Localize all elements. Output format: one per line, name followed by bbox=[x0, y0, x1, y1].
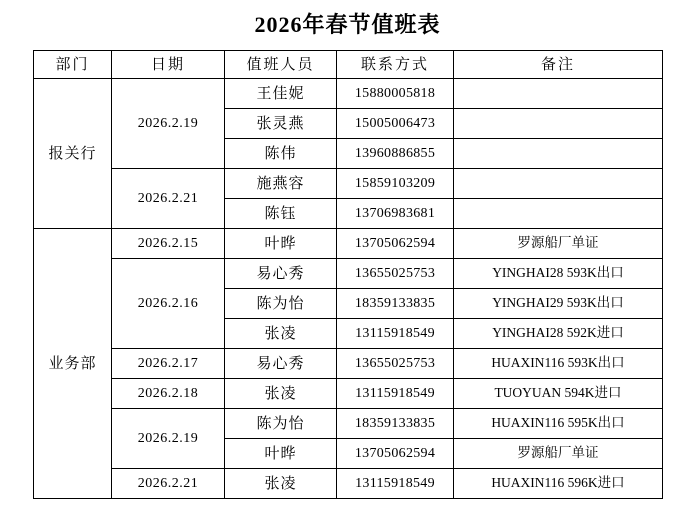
cell-remarks: TUOYUAN 594K进口 bbox=[454, 379, 663, 409]
cell-remarks bbox=[454, 139, 663, 169]
table-row bbox=[34, 409, 663, 439]
cell-remarks: YINGHAI28 593K出口 bbox=[454, 259, 663, 289]
cell-contact: 13706983681 bbox=[337, 199, 454, 229]
cell-date: 2026.2.16 bbox=[112, 259, 225, 349]
cell-contact: 15005006473 bbox=[337, 109, 454, 139]
cell-date: 2026.2.18 bbox=[112, 379, 225, 409]
cell-duty-staff: 易心秀 bbox=[225, 349, 337, 379]
cell-date: 2026.2.19 bbox=[112, 409, 225, 469]
cell-duty-staff: 易心秀 bbox=[225, 259, 337, 289]
column-header-department: 部门 bbox=[34, 51, 112, 79]
cell-duty-staff: 叶晔 bbox=[225, 439, 337, 469]
cell-remarks: HUAXIN116 596K进口 bbox=[454, 469, 663, 499]
cell-contact: 18359133835 bbox=[337, 289, 454, 319]
table-row bbox=[34, 79, 663, 109]
cell-duty-staff: 施燕容 bbox=[225, 169, 337, 199]
cell-remarks: 罗源船厂单证 bbox=[454, 229, 663, 259]
cell-contact: 13115918549 bbox=[337, 319, 454, 349]
column-header-duty-staff: 值班人员 bbox=[225, 51, 337, 79]
cell-duty-staff: 叶晔 bbox=[225, 229, 337, 259]
cell-date: 2026.2.15 bbox=[112, 229, 225, 259]
page-title: 2026年春节值班表 bbox=[254, 12, 441, 37]
cell-date: 2026.2.21 bbox=[112, 469, 225, 499]
cell-remarks bbox=[454, 79, 663, 109]
duty-table-container bbox=[0, 50, 695, 499]
cell-contact: 15880005818 bbox=[337, 79, 454, 109]
table-row bbox=[34, 169, 663, 199]
table-row bbox=[34, 349, 663, 379]
cell-date: 2026.2.21 bbox=[112, 169, 225, 229]
duty-roster-table bbox=[33, 50, 663, 499]
cell-remarks: 罗源船厂单证 bbox=[454, 439, 663, 469]
cell-remarks: YINGHAI28 592K进口 bbox=[454, 319, 663, 349]
table-row bbox=[34, 469, 663, 499]
cell-contact: 13960886855 bbox=[337, 139, 454, 169]
table-header-row bbox=[34, 51, 663, 79]
column-header-remarks: 备注 bbox=[454, 51, 663, 79]
cell-duty-staff: 陈为怡 bbox=[225, 289, 337, 319]
table-row bbox=[34, 259, 663, 289]
cell-duty-staff: 张灵燕 bbox=[225, 109, 337, 139]
cell-duty-staff: 张凌 bbox=[225, 469, 337, 499]
cell-duty-staff: 陈钰 bbox=[225, 199, 337, 229]
column-header-contact: 联系方式 bbox=[337, 51, 454, 79]
cell-duty-staff: 张凌 bbox=[225, 379, 337, 409]
cell-remarks bbox=[454, 199, 663, 229]
cell-duty-staff: 王佳妮 bbox=[225, 79, 337, 109]
cell-date: 2026.2.19 bbox=[112, 79, 225, 169]
cell-remarks: HUAXIN116 595K出口 bbox=[454, 409, 663, 439]
cell-contact: 13655025753 bbox=[337, 349, 454, 379]
cell-contact: 18359133835 bbox=[337, 409, 454, 439]
table-row bbox=[34, 379, 663, 409]
cell-department: 报关行 bbox=[34, 79, 112, 229]
cell-contact: 13655025753 bbox=[337, 259, 454, 289]
cell-department: 业务部 bbox=[34, 229, 112, 499]
cell-remarks bbox=[454, 109, 663, 139]
cell-contact: 13115918549 bbox=[337, 469, 454, 499]
cell-duty-staff: 陈为怡 bbox=[225, 409, 337, 439]
table-row bbox=[34, 229, 663, 259]
cell-remarks: YINGHAI29 593K出口 bbox=[454, 289, 663, 319]
cell-contact: 13115918549 bbox=[337, 379, 454, 409]
cell-date: 2026.2.17 bbox=[112, 349, 225, 379]
cell-duty-staff: 陈伟 bbox=[225, 139, 337, 169]
cell-remarks: HUAXIN116 593K出口 bbox=[454, 349, 663, 379]
cell-remarks bbox=[454, 169, 663, 199]
cell-duty-staff: 张凌 bbox=[225, 319, 337, 349]
cell-contact: 13705062594 bbox=[337, 439, 454, 469]
table-body bbox=[34, 79, 663, 499]
cell-contact: 15859103209 bbox=[337, 169, 454, 199]
table-header bbox=[34, 51, 663, 79]
column-header-date: 日期 bbox=[112, 51, 225, 79]
cell-contact: 13705062594 bbox=[337, 229, 454, 259]
